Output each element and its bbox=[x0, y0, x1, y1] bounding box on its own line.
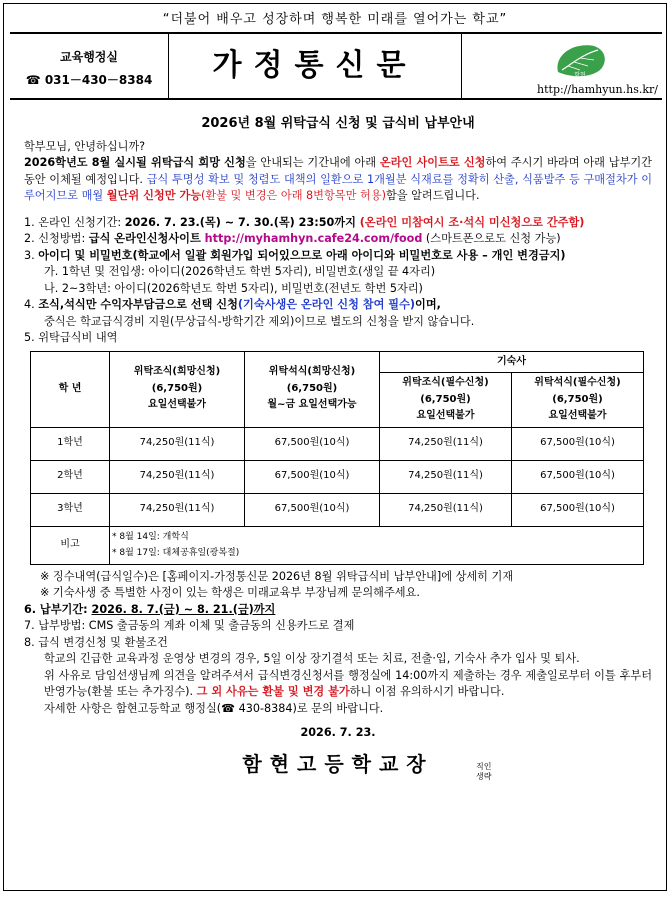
office-box bbox=[10, 34, 169, 98]
intro-text-5: 급식 투명성 확보 및 청렴도 대책의 일환으로 1개월분 식재료를 정확히 산출, 식품발주 등 구매절차가 이루어지므로 매월 bbox=[24, 172, 653, 202]
item-4: 4. 조식,석식만 수익자부담금으로 선택 신청(기숙사생은 온라인 신청 참여 필수)이며, bbox=[24, 298, 441, 311]
office-phone: ☎ 031－430－8384 bbox=[25, 73, 153, 87]
table-row: 3학년 74,250원(11식) 67,500원(10식) 74,250원(11식) 67,500원(10식) bbox=[31, 493, 644, 526]
intro-text-3: 온라인 사이트로 신청 bbox=[379, 156, 486, 169]
item-8-line-2: 위 사유로 담임선생님께 의견을 알려주셔서 급식변경신청서를 행정실에 14:00까지 제출하는 경우 제출일로부터 이틀 후부터 반영가능(환불 또는 추가징수). 그 외 사유는 환불 및 변경 불가하니 이점 유의하시기 바랍니다. bbox=[44, 668, 652, 698]
remark-content: * 8월 14일: 개학식 * 8월 17일: 대체공휴일(광복절) bbox=[110, 526, 644, 564]
item-6: 6. 납부기간: 2026. 8. 7.(금) ~ 8. 21.(금)까지 bbox=[24, 602, 276, 616]
office-name: 교육행정실 bbox=[60, 50, 118, 64]
apply-period: 2026. 7. 23.(목) ~ 7. 30.(목) 23:50까지 bbox=[124, 215, 356, 229]
seal-omitted: 직인 생략 bbox=[476, 761, 492, 781]
table-row: 2학년 74,250원(11식) 67,500원(10식) 74,250원(11식) 67,500원(10식) bbox=[31, 460, 644, 493]
intro-text-1: 2026학년도 8월 실시될 위탁급식 희망 신청 bbox=[24, 156, 246, 169]
item-2: 2. 신청방법: 급식 온라인신청사이트 http://myhamhyn.cafe24.com/food (스마트폰으로도 신청 가능) bbox=[24, 232, 561, 245]
newsletter-page bbox=[3, 3, 667, 891]
col-dinner: 위탁석식(희망신청) (6,750원) 월~금 요일선택가능 bbox=[245, 351, 380, 427]
item-8-line-1: 학교의 긴급한 교육과정 운영상 변경의 경우, 5일 이상 장기결석 또는 치료, 전출·입, 기숙사 추가 입사 및 퇴사. bbox=[44, 652, 580, 665]
document-title: 2026년 8월 위탁급식 신청 및 급식비 납부안내 bbox=[201, 116, 475, 131]
note-2: ※ 기숙사생 중 특별한 사정이 있는 학생은 미래교육부 부장님께 문의해주세요. bbox=[40, 586, 420, 599]
item-3-ga: 가. 1학년 및 전입생: 아이디(2026학년도 학번 5자리), 비밀번호(생일 끝 4자리) bbox=[44, 265, 436, 278]
letter-body bbox=[24, 116, 653, 781]
intro-paragraph bbox=[24, 155, 652, 205]
table-row: 1학년 74,250원(11식) 67,500원(10식) 74,250원(11식) 67,500원(10식) bbox=[31, 427, 644, 460]
intro-text-7: (환불 및 변경은 아래 8변항목만 허용) bbox=[201, 189, 386, 202]
meal-fee-table bbox=[30, 351, 644, 565]
intro-text-4: 하여 주시기 바라며 아래 납부기간동안 이체될 예정입니다. bbox=[24, 156, 652, 186]
svg-text:함현: 함현 bbox=[574, 72, 586, 79]
item-3: 3. 아이디 및 비밀번호(학교에서 일괄 회원가입 되어있으므로 아래 아이디와 비밀번호로 사용 – 개인 변경금지) bbox=[24, 248, 566, 262]
intro-text-2: 을 안내되는 기간내에 아래 bbox=[245, 156, 380, 169]
item-4-sub: 중식은 학교급식경비 지원(무상급식-방학기간 제외)이므로 별도의 신청을 받지 않습니다. bbox=[44, 314, 475, 328]
apply-warning: (온라인 미참여시 조·석식 미신청으로 간주함) bbox=[355, 215, 585, 229]
col-dorm-dinner: 위탁석식(필수신청) (6,750원) 요일선택불가 bbox=[512, 373, 644, 428]
note-1: ※ 징수내역(급식일수)은 [홈페이지-가정통신문 2026년 8월 위탁급식비 납부안내]에 상세히 기재 bbox=[40, 569, 514, 583]
school-logo-icon bbox=[550, 40, 610, 84]
payment-period: 2026. 8. 7.(금) ~ 8. 21.(금)까지 bbox=[91, 602, 276, 616]
remark-row bbox=[31, 526, 644, 564]
col-grade: 학 년 bbox=[31, 351, 110, 427]
principal-signature: 함현고등학교장 직인 생략 bbox=[242, 751, 492, 781]
item-8: 8. 급식 변경신청 및 환불조건 bbox=[24, 635, 168, 649]
item-5: 5. 위탁급식비 내역 bbox=[24, 331, 118, 344]
item-8-line-3: 자세한 사항은 함현고등학교 행정실(☎ 430-8384)로 문의 바랍니다. bbox=[44, 701, 384, 715]
item-7: 7. 납부방법: CMS 출금동의 계좌 이체 및 출금동의 신용카드로 결제 bbox=[24, 619, 355, 632]
greeting: 학부모님, 안녕하십니까? bbox=[24, 139, 146, 153]
item-3-na: 나. 2~3학년: 아이디(2026학년도 학번 5자리), 비밀번호(전년도 학번 5자리) bbox=[44, 281, 423, 295]
newsletter-title: 가정통신문 bbox=[169, 34, 462, 98]
school-motto: “더불어 배우고 성장하며 행복한 미래를 열어가는 학교” bbox=[162, 12, 508, 27]
issue-date: 2026. 7. 23. bbox=[300, 726, 376, 739]
col-dormitory: 기숙사 bbox=[380, 351, 644, 373]
header bbox=[10, 32, 662, 100]
school-url-link[interactable]: http://hamhyun.hs.kr/ bbox=[537, 83, 658, 96]
apply-site-link[interactable]: http://myhamhyn.cafe24.com/food bbox=[204, 232, 423, 245]
col-dorm-breakfast: 위탁조식(필수신청) (6,750원) 요일선택불가 bbox=[380, 373, 512, 428]
intro-text-8: 함을 알려드립니다. bbox=[385, 189, 480, 202]
remark-label: 비고 bbox=[31, 526, 110, 564]
item-1: 1. 온라인 신청기간: 2026. 7. 23.(목) ~ 7. 30.(목) 23:50까지 (온라인 미참여시 조·석식 미신청으로 간주함) bbox=[24, 215, 585, 229]
intro-text-6: 월단위 신청만 가능 bbox=[106, 189, 202, 202]
col-breakfast: 위탁조식(희망신청) (6,750원) 요일선택불가 bbox=[110, 351, 245, 427]
